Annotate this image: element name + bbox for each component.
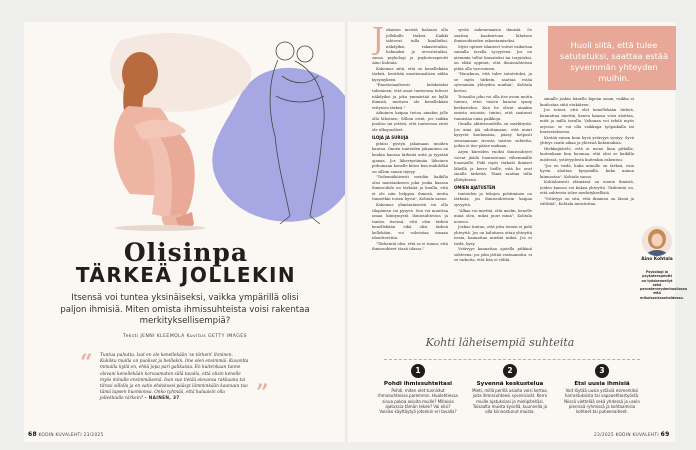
step-3-title: Etsi uusia ihmisiä	[574, 381, 630, 387]
right-page-number: 69	[660, 431, 670, 438]
step-2-title: Syvennä keskustelua	[476, 381, 544, 387]
step-2	[470, 364, 550, 414]
column-1-paragraph: okaisen meistä haluaisi olla jollekulle tärkeä. Kaikki tahtovat tulla kuulluiksi, nähdyiksi, rakastetuiksi, hahmaksi ja arvostetuiksi, sanoo psykologi ja psykoterapeutti Aino Kohtala.	[372, 27, 448, 66]
drop-cap: J	[372, 27, 385, 57]
article-title-line2: TÄRKEÄ JOLLEKIN	[75, 263, 297, 287]
column-3-paragraph: "Jos en tiedä, kuka minulle on tärkeä, voin hyvin aloittaa kysymällä, kuka minua kiinnostaa", Kohtala sanoo.	[540, 162, 634, 179]
pull-quote: Huoli siitä, että tulee satutetuksi, saattaa estää syvemmän yhteyden muihin.	[559, 40, 669, 83]
column-2-paragraph: tunteiden ja tekojen pohtiminen on tärkeää, jos ihmissuhteisiin kaipaa syvyyttä.	[454, 190, 532, 207]
steps-dashed-divider	[384, 359, 640, 360]
author-name: Aino Kohtala	[641, 257, 673, 262]
column-2-paragraph: Omalla aktiivisuudella on merkitystä. Jos aina jää odottamaan, että muut kysyvät kuulumisia, pääsy helposti seuraamaan sivusta toisten suhteita, joihin ei itse pääse mukaan.	[454, 121, 532, 149]
author-photo	[642, 226, 672, 256]
article-credits: Teksti JENNI KLEEMOLA Kuvitus GETTY IMAGES	[123, 334, 247, 339]
column-1-paragraph: "Emotionaalisesti kohdatuksi tuleminen, että omat tunteensa tulevat nähdyiksi ja joku ymmärtää ne kyllä ihmisiä, muttava ole kenellekään erityisen tärkeä."	[372, 82, 448, 110]
column-3-paragraph: Kohtalaisesti elämässä on monia ihmisiä, joiden kanssa voi kokea yhteyttä. Tärkeintä on, että suhteista tulee merkityksellisiä.	[540, 179, 634, 196]
article-title-line1: Olisinpa	[123, 238, 249, 267]
reader-quote-source: – NAINEN, 37	[144, 396, 180, 402]
column-1-paragraph: Kokemus ylimääräisestä voi olla tilapäinen tai pysyvä. Sen voi muuttaa omaa kiintymystä ihmissuhteissa ja tuntea itsensä, että olen tärkeä kenellekään eikä olisi tärkeä kellekään, voi vahvistaa omaan identiteettiin.	[372, 201, 448, 241]
column-3-paragraph: "Ystävyys on sitä, että ihminen on läsnä ja välittää", Kohtala muistuttaa.	[540, 195, 634, 207]
author-description: Psykologi ja psykoterapeutti on työskennellyt sekä perusterveydenhuollossa että erikoissairaanhoidossa.	[640, 270, 688, 300]
column-3-paragraph: Hiekkajäätelö, että ei mene liian pitkälle, kuitenkaan kun huomaa, että olisi se kaikilla mielessä, ystävyydestä kuitenkin rakentuu.	[540, 145, 634, 163]
column-2-paragraph: Myös optiset tilanteet voivat vaikuttaa samalla tavalla syvyyteen. Jos on aiemmin tullut kiusatuksi tai torjutuksi, on ehkä oppinut, että ihmissuhteissa pitää olla varovainen.	[454, 43, 532, 71]
left-folio	[28, 431, 104, 438]
step-3	[562, 364, 642, 414]
reader-quote-text: Tuntua puhutta. Isat en ole kenellekään 'se tärkein' ihminen. Kukilku muilla on puolisot ja heillekin. Ime olen ensimmäi. Kuvanlta mmuilla kyllä on, ehkä jopa pari galikaisia. En kuitenkaan tunne olevani kenellekään korvaamaton sillä tavalla, että olisin kenelle myös minulle ensimmäisenä. Isan suo tietää olevansa rakkaana tai tilrasi sillolla ja en vatio ehdoksesi pääsyt lämminkään kaunuun tuo tämä lapsen huomionsa. Onko tyhmää, että haluaisin olla jollekkiulle tärkein?	[100, 353, 249, 402]
column-2-paragraph: Arjen kiireiden vuoksi ihmissuhteet voivat jäädä luonnostaan vähemmälle huomiolle. Pidä myös tärkeät ihmiset lähellä ja kerro heille, että he ovat sinulle tärkeitä. Tämä saattaa tulla yllätyksenä.	[454, 149, 532, 182]
subheading-1: ILOJA JA SURUJA	[372, 135, 409, 141]
left-folio-text: KODIN KUVALEHTI 23/2025	[38, 433, 104, 438]
subheading-2: OMIEN AJATUSTEN	[454, 185, 496, 191]
steps-heading: Kohti läheisempiä suhteita	[425, 336, 575, 349]
column-1-paragraph: Kokemus siitä, että on kenellekään tärkeä, herättää emotionaalisen nälän kysymyksen.	[372, 65, 448, 82]
column-2-paragraph: "Alkaa voi miettiä, että mielin, kenelle minä olen, miksi juuri minä", Kohtala neuvoo.	[454, 207, 532, 224]
step-2-number: 2	[503, 364, 517, 378]
step-3-text: Voit löytää uusia ystäviä esimerkiksi harrastuksista tai vapaaehtoistyöstä. Niissä viettelää sekä yhdessä ja usein pienissä ryhmissä ja kohtaamisia kohteet tai puheenaiheet.	[564, 388, 640, 415]
right-folio-text: 23/2025 KODIN KUVALEHTI	[594, 433, 659, 438]
author-portrait-icon	[642, 226, 672, 256]
article-lead: Itsensä voi tuntea yksinäiseksi, vaikka ympärillä olisi paljon ihmisiä. Miten omista ihmissuhteista voisi rakentaa merkityksellisempiä?	[60, 293, 310, 326]
column-3-paragraph: Jos toteat, että olet kenellekään tärkeä, kannattaa miettiä, kenen kanssa voisi aloittaa, mitä ja millä tavalla. Valinnan voi tehdä myös arjessa: se voi olla vaikkapa työpaikalla tai harrastuksessa.	[540, 107, 634, 135]
left-page-number: 68	[28, 431, 37, 438]
column-1-paragraph: "Todennäköisesti meidän kaikilla olisi muistaakseen joku jonka kanssa ihmissuhde on tärkeää ja kuulla, että ei ole niin helppoa ihmisiä, mutta tunnetkin toisen hyvin", Kohtala sanoo.	[372, 174, 448, 202]
body-column-3	[540, 96, 634, 326]
step-1-text: Pohdi, miten olet tunnistut ihmissuhteissa paremmin. Huolehtiessa sinua pakoa asioita muille? Millaisia ajatuksia tämän tekee? Vai olisi? Voisiko käyttäytyä jotenkin eri tavalla?	[378, 388, 458, 415]
column-1-paragraph: pitäisi pystyä jakamaan muiden kanssa. Omien tunteiden jakaminen on kenkin kanssa tärkeää mitä ja tyyntää ajanaa. Jos lähestystämän läheinen puhumaan kenelle kiitos kun mahdolkä on silloin sanan täytyy.	[372, 140, 448, 174]
step-1-title: Pohdi ihmissuhteitasi	[383, 381, 453, 387]
column-2-paragraph: Ystävyys kannattaa ajatella pitkänä suhteena: jos joku jättää vastaamatta, ei se tarkoita, että hän ei välitä.	[454, 246, 532, 263]
close-quote-icon: ”	[256, 380, 269, 406]
body-column-2	[454, 27, 532, 327]
step-2-text: Mieti, millä perillä asioita voisi kertoa, joita ihmissuhteesi syvenisivät. Kerro muille ajatuksiasi ja mielipiteitäsi. Toisaalta muista kysellä, kuunnella ja olla kiinnostunut muista.	[472, 388, 548, 415]
body-column-1	[372, 27, 448, 327]
column-2-paragraph: Joskus tuntuu, että joku toinen ei pidä yhteyttä. Jos on haluttava ottaa yhteyttä ensin, kannattaa miettiä miksi. Jos et tiedä, kysy.	[454, 224, 532, 246]
column-2-paragraph: Toisaalta joku voi olla itse avoin mutta tuntuu, ettei toisen kanssa synny keskustelua. Kun he olivat ainakin omista asioista, tuntui, että saatavat tunnistaa omia paikkoja.	[454, 93, 532, 121]
column-1-paragraph: Aikuinen kaipaa tietoa ainakin jolle olla läheinen. Silloin eivät, jos vaikka puoliso tai ystävä, että tunteensa eivät ole ulkopuoliset.	[372, 110, 448, 132]
column-2-paragraph: syvää aukenemaisia ihmisiä. Se saattaa haaksirtoaa läheisen ihmissuhteiden rakentamiseksi.	[454, 27, 532, 44]
lonely-figure-illustration	[90, 26, 375, 234]
column-1-paragraph: "Tärkeintä olisi, että se ei tunnu, että ihmissuhteet tässä tilassa."	[372, 240, 448, 252]
column-3-paragraph: Kestää ennen kuin hyvä ystävyys syntyy. Syvä yhteys vaatii aikaa ja yhteisiä kokemuksia.	[540, 134, 634, 146]
step-3-number: 3	[595, 364, 609, 378]
column-3-paragraph: simalle joskin hänelle kipeän asian, vaikka ei kuulostaa siitä etukäteen.	[540, 96, 634, 107]
right-folio	[594, 431, 670, 438]
step-1-number: 1	[411, 364, 425, 378]
step-1	[378, 364, 458, 414]
column-2-paragraph: "Hauskuus, että tulee satutetuksi, ja se myös tärkein, saattaa estää syvemmän yhteyden muihin", Kohtala kertoo.	[454, 71, 532, 94]
reader-quote	[100, 353, 250, 403]
open-quote-icon: “	[80, 350, 93, 376]
